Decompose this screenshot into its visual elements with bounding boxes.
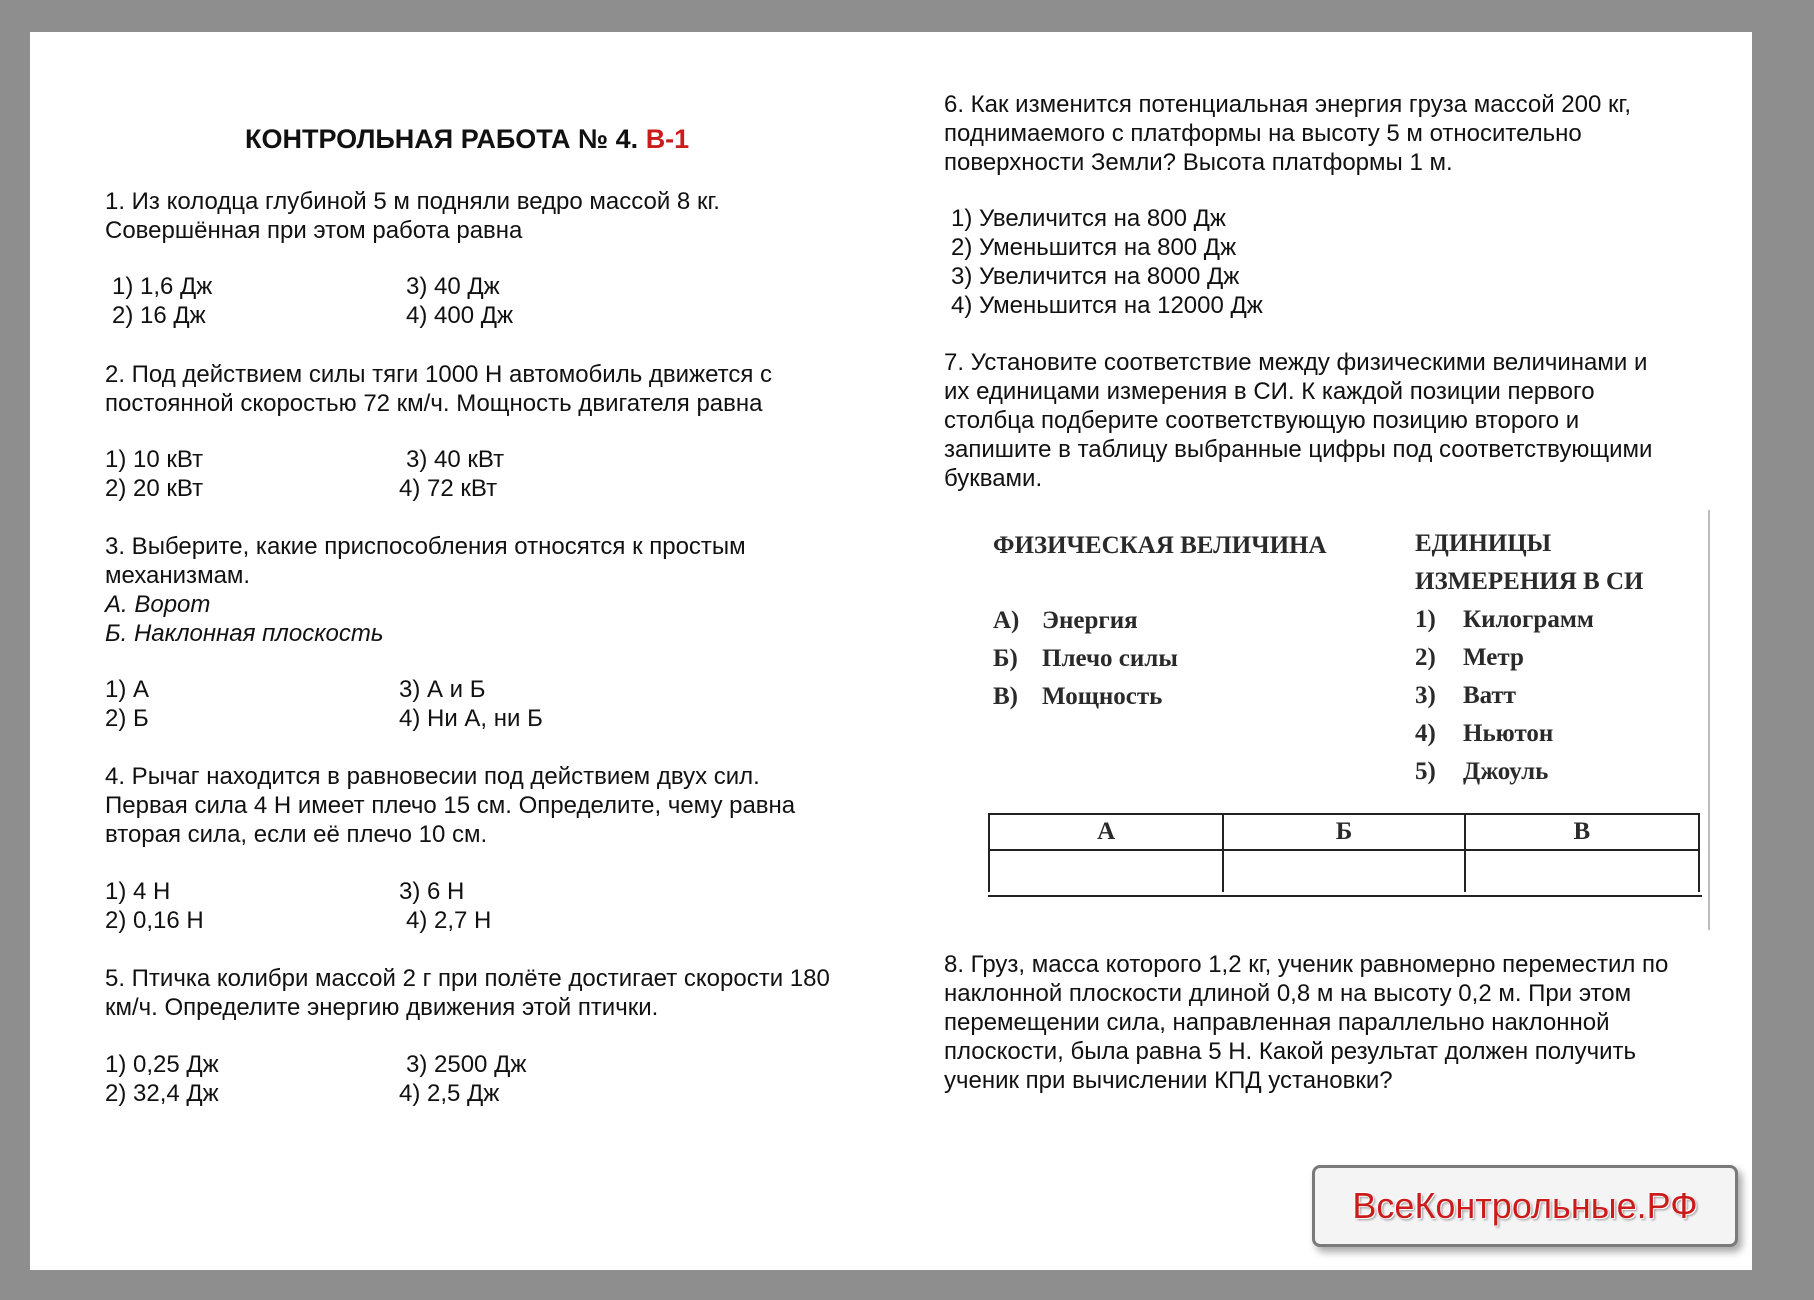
q4-text-line-1: 4. Рычаг находится в равновесии под действием двух сил.	[105, 763, 760, 790]
q7-right-label-3: 3)	[1415, 682, 1436, 709]
q7-answer-cell-a[interactable]	[989, 850, 1223, 892]
q3-option-4: 4) Ни А, ни Б	[399, 705, 543, 732]
q7-left-item-v: Мощность	[1042, 683, 1163, 710]
q7-right-header-line-2: ИЗМЕРЕНИЯ В СИ	[1415, 568, 1644, 595]
q8-text-line-5: ученик при вычислении КПД установки?	[944, 1067, 1393, 1094]
q1-option-2: 2) 16 Дж	[112, 302, 206, 329]
q6-text-line-3: поверхности Земли? Высота платформы 1 м.	[944, 149, 1453, 176]
q7-answer-cell-b[interactable]	[1223, 850, 1464, 892]
q7-left-item-a: Энергия	[1042, 607, 1138, 634]
q5-option-1: 1) 0,25 Дж	[105, 1051, 219, 1078]
q2-text-line-2: постоянной скоростью 72 км/ч. Мощность двигателя равна	[105, 390, 763, 417]
q3-item-b: Б. Наклонная плоскость	[105, 620, 384, 647]
q3-option-2: 2) Б	[105, 705, 149, 732]
q2-text-line-1: 2. Под действием силы тяги 1000 Н автомобиль движется с	[105, 361, 773, 388]
q7-text-line-3: столбца подберите соответствующую позицию второго и	[944, 407, 1580, 434]
q5-text-line-2: км/ч. Определите энергию движения этой птички.	[105, 994, 659, 1021]
q8-text-line-4: плоскости, была равна 5 Н. Какой результат должен получить	[944, 1038, 1636, 1065]
q1-option-3: 3) 40 Дж	[406, 273, 500, 300]
q4-text-line-2: Первая сила 4 Н имеет плечо 15 см. Определите, чему равна	[105, 792, 796, 819]
q3-text-line-2: механизмам.	[105, 562, 251, 589]
q7-text-line-5: буквами.	[944, 465, 1043, 492]
q4-option-4: 4) 2,7 Н	[406, 907, 492, 934]
q6-text-line-2: поднимаемого с платформы на высоту 5 м относительно	[944, 120, 1582, 147]
q7-answer-header-b: Б	[1223, 814, 1464, 850]
q7-right-label-2: 2)	[1415, 644, 1436, 671]
q6-option-3: 3) Увеличится на 8000 Дж	[951, 263, 1240, 290]
worksheet-page	[30, 32, 1752, 1270]
page-title	[245, 124, 689, 155]
q7-answer-header-a: А	[989, 814, 1223, 850]
q7-right-header-line-1: ЕДИНИЦЫ	[1415, 530, 1552, 557]
q4-option-2: 2) 0,16 Н	[105, 907, 204, 934]
q7-left-label-b: Б)	[993, 645, 1018, 672]
q7-right-item-4: Ньютон	[1463, 720, 1554, 747]
q7-right-label-5: 5)	[1415, 758, 1436, 785]
site-logo-text: ВсеКонтрольные.РФ	[1352, 1185, 1698, 1226]
q4-option-1: 1) 4 Н	[105, 878, 171, 905]
q7-left-header: ФИЗИЧЕСКАЯ ВЕЛИЧИНА	[993, 532, 1327, 559]
q7-left-label-a: А)	[993, 607, 1020, 634]
q5-option-4: 4) 2,5 Дж	[399, 1080, 500, 1107]
q1-text-line-2: Совершённая при этом работа равна	[105, 217, 523, 244]
q2-option-3: 3) 40 кВт	[406, 446, 505, 473]
q7-left-item-b: Плечо силы	[1042, 645, 1178, 672]
q7-right-item-1: Килограмм	[1463, 606, 1594, 633]
q6-option-2: 2) Уменьшится на 800 Дж	[951, 234, 1237, 261]
scan-edge-line	[1708, 510, 1710, 930]
q7-left-label-v: В)	[993, 683, 1018, 710]
q8-text-line-1: 8. Груз, масса которого 1,2 кг, ученик равномерно переместил по	[944, 951, 1669, 978]
q7-text-line-4: запишите в таблицу выбранные цифры под соответствующими	[944, 436, 1653, 463]
q4-option-3: 3) 6 Н	[399, 878, 465, 905]
q7-right-label-4: 4)	[1415, 720, 1436, 747]
title-main: КОНТРОЛЬНАЯ РАБОТА № 4.	[245, 124, 639, 154]
q7-answer-cell-v[interactable]	[1465, 850, 1699, 892]
q1-option-4: 4) 400 Дж	[406, 302, 514, 329]
q3-item-a: А. Ворот	[105, 591, 211, 618]
q7-answer-table-bottom-rule	[988, 895, 1702, 897]
q3-option-3: 3) А и Б	[399, 676, 486, 703]
q7-right-item-3: Ватт	[1463, 682, 1517, 709]
q2-option-2: 2) 20 кВт	[105, 475, 204, 502]
q8-text-line-2: наклонной плоскости длиной 0,8 м на высоту 0,2 м. При этом	[944, 980, 1632, 1007]
q7-answer-input-row	[989, 850, 1699, 892]
q7-right-label-1: 1)	[1415, 606, 1436, 633]
q5-option-3: 3) 2500 Дж	[406, 1051, 527, 1078]
q7-right-item-2: Метр	[1463, 644, 1524, 671]
q3-text-line-1: 3. Выберите, какие приспособления относятся к простым	[105, 533, 746, 560]
q6-option-1: 1) Увеличится на 800 Дж	[951, 205, 1226, 232]
title-variant: В-1	[645, 124, 690, 154]
q8-text-line-3: перемещении сила, направленная параллельно наклонной	[944, 1009, 1610, 1036]
q7-answer-header-v: В	[1465, 814, 1699, 850]
q4-text-line-3: вторая сила, если её плечо 10 см.	[105, 821, 488, 848]
q1-text-line-1: 1. Из колодца глубиной 5 м подняли ведро массой 8 кг.	[105, 188, 720, 215]
q2-option-1: 1) 10 кВт	[105, 446, 204, 473]
q5-text-line-1: 5. Птичка колибри массой 2 г при полёте достигает скорости 180	[105, 965, 830, 992]
q7-right-item-5: Джоуль	[1463, 758, 1549, 785]
q7-text-line-2: их единицами измерения в СИ. К каждой позиции первого	[944, 378, 1595, 405]
q7-answer-header-row	[989, 814, 1699, 850]
q6-text-line-1: 6. Как изменится потенциальная энергия груза массой 200 кг,	[944, 91, 1632, 118]
q7-text-line-1: 7. Установите соответствие между физическими величинами и	[944, 349, 1648, 376]
q1-option-1: 1) 1,6 Дж	[112, 273, 213, 300]
q7-answer-table	[988, 813, 1700, 892]
q3-option-1: 1) А	[105, 676, 150, 703]
q5-option-2: 2) 32,4 Дж	[105, 1080, 219, 1107]
q2-option-4: 4) 72 кВт	[399, 475, 498, 502]
site-logo[interactable]	[1312, 1165, 1738, 1247]
q6-option-4: 4) Уменьшится на 12000 Дж	[951, 292, 1263, 319]
